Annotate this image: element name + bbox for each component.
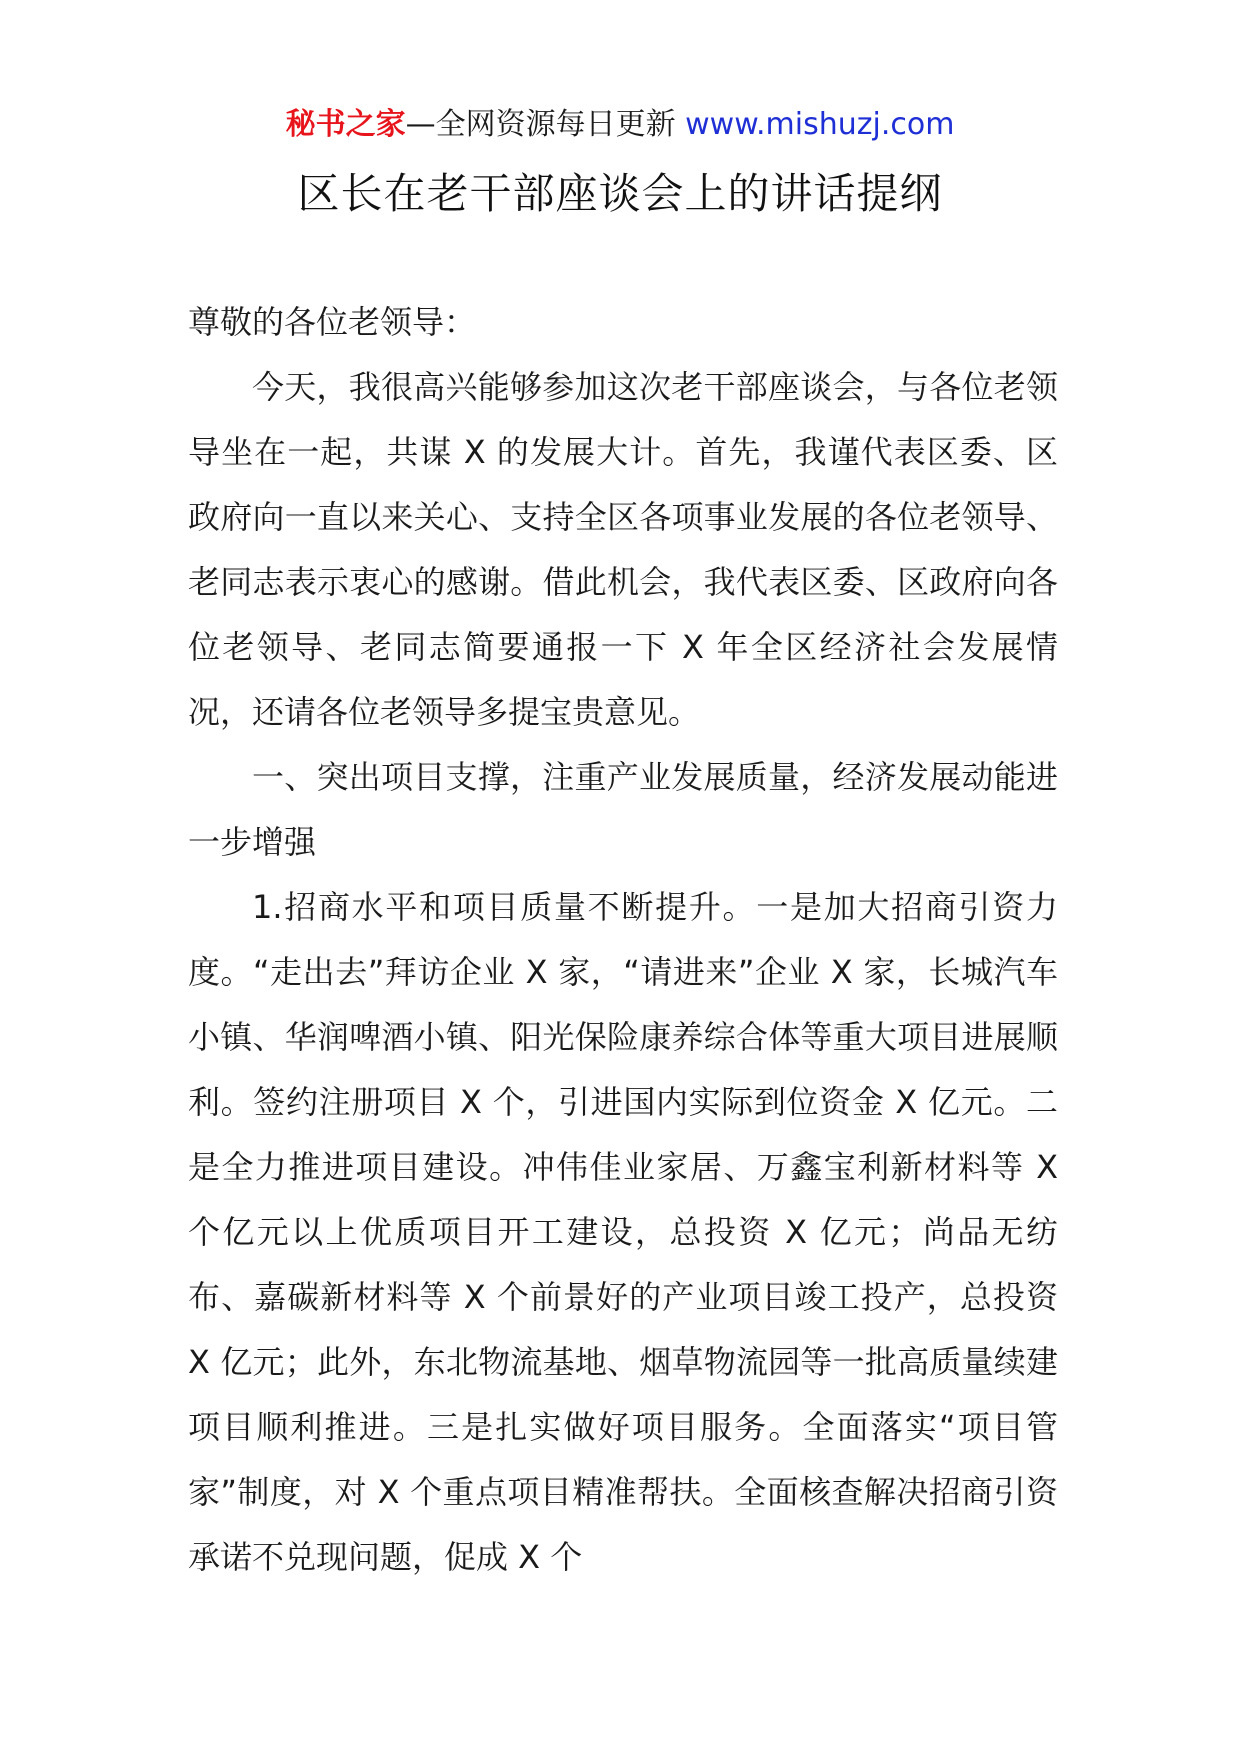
section-heading-one: 一、突出项目支撑，注重产业发展质量，经济发展动能进一步增强 <box>188 758 1058 861</box>
document-body <box>188 290 1058 1590</box>
site-header <box>0 100 1240 150</box>
document-title: 区长在老干部座谈会上的讲话提纲 <box>297 169 943 218</box>
site-url-link[interactable]: www.mishuzj.com <box>685 107 955 142</box>
brand-name: 秘书之家 <box>285 107 406 142</box>
salutation: 尊敬的各位老领导： <box>188 303 477 341</box>
header-tagline: —全网资源每日更新 <box>405 107 686 142</box>
paragraph-investment: 1.招商水平和项目质量不断提升。一是加大招商引资力度。“走出去”拜访企业 X 家，“请进来”企业 X 家，长城汽车小镇、华润啤酒小镇、阳光保险康养综合体等重大项目进展顺利。签约注册项目 X 个，引进国内实际到位资金 X 亿元。二是全力推进项目建设。冲伟佳业家居、万鑫宝利新材料等 X 个亿元以上优质项目开工建设，总投资 X 亿元；尚品无纺布、嘉碳新材料等 X 个前景好的产业项目竣工投产，总投资 X 亿元；此外，东北物流基地、烟草物流园等一批高质量续建项目顺利推进。三是扎实做好项目服务。全面落实“项目管家”制度，对 X 个重点项目精准帮扶。全面核查解决招商引资承诺不兑现问题，促成 X 个 <box>188 888 1058 1576</box>
paragraph-intro: 今天，我很高兴能够参加这次老干部座谈会，与各位老领导坐在一起，共谋 X 的发展大计。首先，我谨代表区委、区政府向一直以来关心、支持全区各项事业发展的各位老领导、老同志表示衷心的感谢。借此机会，我代表区委、区政府向各位老领导、老同志简要通报一下 X 年全区经济社会发展情况，还请各位老领导多提宝贵意见。 <box>188 368 1058 731</box>
